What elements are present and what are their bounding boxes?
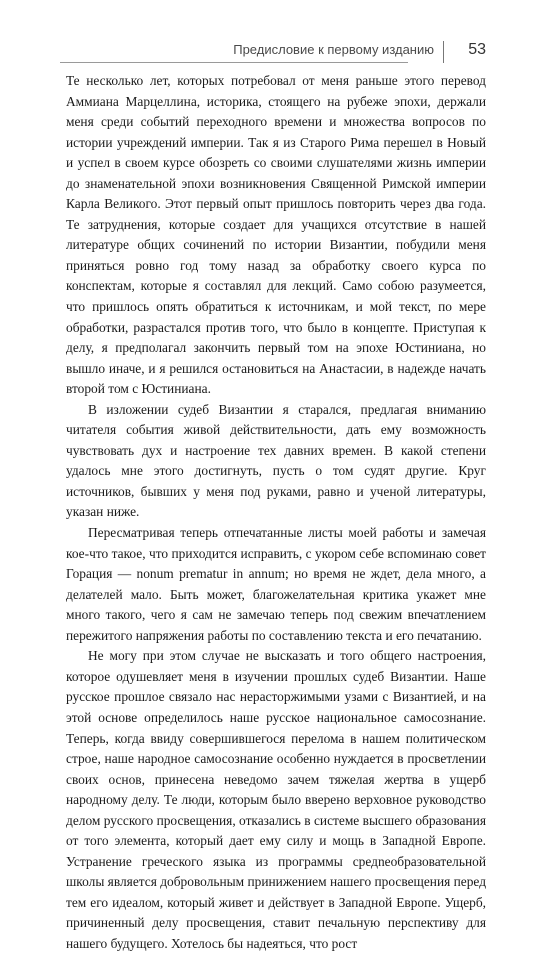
paragraph: Не могу при этом случае не высказать и того общего настроения, которое одушевляет меня в изучении прошлых судеб Византии. Наше русское прошлое связало нас нерасторжимыми узами с Византией, и на этой основе определилось наше русское национальное самосознание. Теперь, когда ввиду совершившегося перелома в нашем политическом строе, наше народное самосознание особенно нуждается в просветлении своих основ, принесена неведомо зачем тяжелая жертва в ущерб народному делу. Те люди, которым было вверено верховное руководство делом русского просвещения, отказались в системе высшего образования от того элемента, который дает ему силу и мощь в Западной Европе. Устранение греческого языка из программы средneобразовательной школы является добровольным принижением нашего просвещения перед тем его идеалом, который живет и действует в Западной Европе. Ущерб, причиненный делу просвещения, ставит печальную перспективу для нашего будущего. Хотелось бы надеяться, что рост <box>66 648 487 951</box>
paragraph: В изложении судеб Византии я старался, предлагая вниманию читателя события живой действительности, дать ему возможность чувствовать дух и настроение тех давних времен. В какой степени удалось мне этого достигнуть, пусть о том судят другие. Круг источников, бывших у меня под руками, равно и ученой литературы, указан ниже. <box>66 401 486 520</box>
running-header <box>60 41 486 65</box>
page-number: 53 <box>468 41 486 58</box>
paragraph: Пересматривая теперь отпечатанные листы моей работы и замечая кое-что такое, что приходится исправить, с укором себе вспоминаю совет Горация — nonum prematur in annum; но время не ждет, дела много, а делателей мало. Быть может, благожелательная критика укажет мне много такого, чего я сам не замечаю теперь под свежим впечатлением пережитого напряжения работы по составлению текста и его печатанию. <box>66 525 486 643</box>
header-separator <box>443 41 444 63</box>
body-text <box>66 71 486 955</box>
paragraph: Те несколько лет, которых потребовал от меня раньше этого перевод Аммиана Марцеллина, историка, стоящего на рубеже эпохи, держали меня среди событий переходного времени и множества вопросов по истории учреждений империи. Так я из Старого Рима перешел в Новый и успел в своем курсе обозреть со своими слушателями жизнь империи до знаменательной эпохи возникновения Священной Римской империи Карла Великого. Этот первый опыт пришлось повторить через два года. Те затруднения, которые создает для учащихся отсутствие в нашей литературе общих сочинений по истории Византии, побудили меня приняться ровно год тому назад за обработку своего курса по конспектам, которые я составлял для лекций. Само собою разумеется, что пришлось опять обратиться к источникам, и мой текст, по мере обработки, разрастался против того, что было в концепте. Приступая к делу, я предполагал закончить первый том на эпохе Юстиниана, но вышло иначе, и я решился остановиться на Анастасии, в надежде начать второй том с Юстиниана. <box>66 73 486 397</box>
running-header-title: Предисловие к первому изданию <box>233 42 434 57</box>
header-rule <box>60 62 408 63</box>
